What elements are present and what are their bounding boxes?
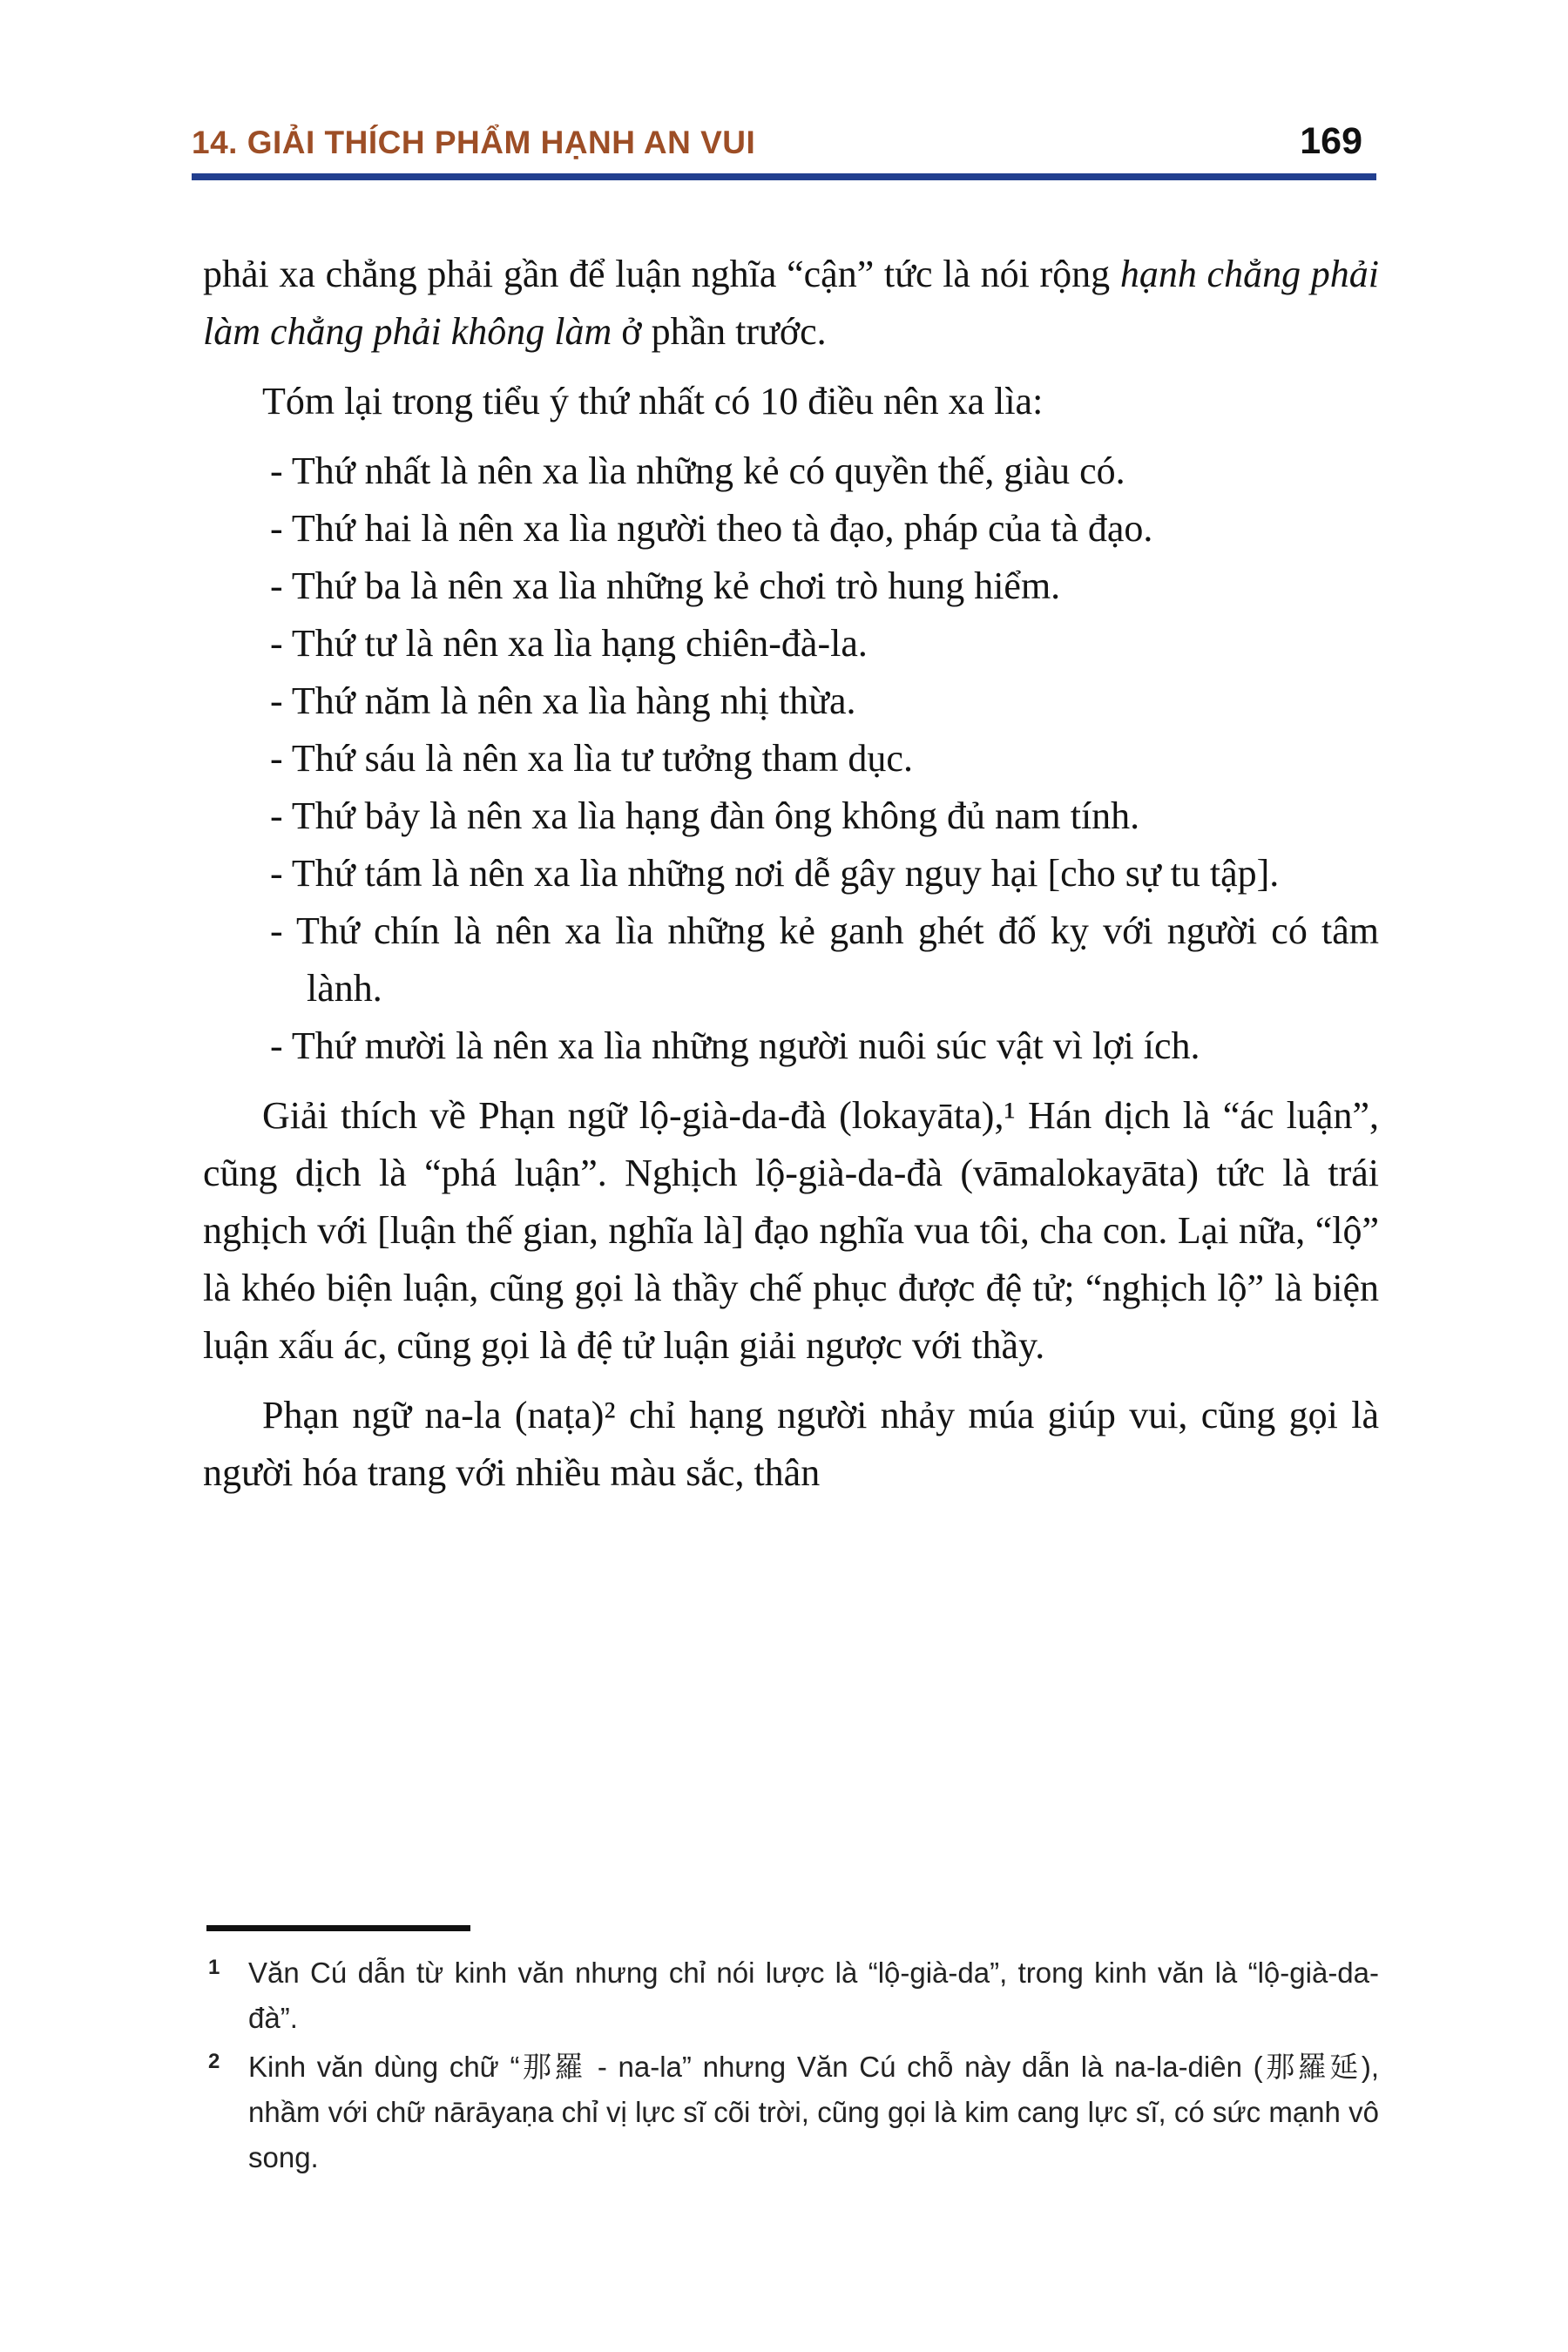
footnote-2 [203,2044,1379,2180]
list-item-text: Thứ mười là nên xa lìa những người nuôi súc vật vì lợi ích. [291,1024,1200,1067]
list-dash: - [270,564,283,607]
list-dash: - [270,737,283,780]
list-item-text: Thứ chín là nên xa lìa những kẻ ganh ghét đố kỵ với người có tâm lành. [296,909,1379,1010]
list-dash: - [270,1024,283,1067]
list-item [203,672,1379,730]
paragraph-intro-pre: phải xa chẳng phải gần để luận nghĩa “cận” tức là nói rộng [203,253,1120,295]
list-dash: - [270,794,283,837]
list-item-text: Thứ nhất là nên xa lìa những kẻ có quyền thế, giàu có. [291,449,1125,492]
footnote-block [203,1925,1379,2184]
list-item-text: Thứ năm là nên xa lìa hàng nhị thừa. [291,679,856,722]
list-dash: - [270,507,283,550]
paragraph-summary: Tóm lại trong tiểu ý thứ nhất có 10 điều nên xa lìa: [262,380,1044,422]
list-item [203,787,1379,845]
list-dash: - [270,909,283,952]
list-item-text: Thứ hai là nên xa lìa người theo tà đạo, pháp của tà đạo. [291,507,1153,550]
chapter-header-title: 14. GIẢI THÍCH PHẨM HẠNH AN VUI [192,125,756,160]
paragraph-intro [203,246,1379,361]
list-item [203,902,1379,1017]
paragraph-lokayata: Giải thích về Phạn ngữ lộ-già-da-đà (lokayāta),¹ Hán dịch là “ác luận”, cũng dịch là “phá luận”. Nghịch lộ-già-da-đà (vāmalokayāta) tức là trái nghịch với [luận thế gian, nghĩa là] đạo nghĩa vua tôi, cha con. Lại nữa, “lộ” là khéo biện luận, cũng gọi là thầy chế phục được đệ tử; “nghịch lộ” là biện luận xấu ác, cũng gọi là đệ tử luận giải ngược với thầy. [203,1094,1379,1367]
list-item-text: Thứ tám là nên xa lìa những nơi dễ gây nguy hại [cho sự tu tập]. [291,852,1280,895]
paragraph-intro-italic: hạnh chẳng phải làm chẳng phải không làm [203,253,1379,353]
list-item [203,558,1379,615]
body-text-column [203,246,1379,1909]
footnote-2-marker: 2 [208,2050,220,2073]
list-item [203,615,1379,672]
list-item-text: Thứ bảy là nên xa lìa hạng đàn ông không đủ nam tính. [291,794,1140,837]
running-head [192,120,1378,163]
list-dash: - [270,679,283,722]
footnote-1 [203,1950,1379,2041]
list-item [203,500,1379,558]
paragraph-nala: Phạn ngữ na-la (naṭa)² chỉ hạng người nhảy múa giúp vui, cũng gọi là người hóa trang với nhiều màu sắc, thân [203,1394,1379,1494]
footnote-1-marker: 1 [208,1956,220,1979]
list-dash: - [270,449,283,492]
list-item-text: Thứ sáu là nên xa lìa tư tưởng tham dục. [291,737,913,780]
page-number: 169 [1300,120,1362,162]
list-item [203,845,1379,902]
header-rule [192,173,1376,180]
paragraph-intro-post: ở phần trước. [612,310,827,353]
list-item [203,443,1379,500]
ten-things-list [203,443,1379,1075]
footnote-1-text: Văn Cú dẫn từ kinh văn nhưng chỉ nói lược là “lộ-già-da”, trong kinh văn là “lộ-già-da-đà”. [248,1957,1379,2034]
list-item [203,730,1379,787]
list-item-text: Thứ ba là nên xa lìa những kẻ chơi trò hung hiểm. [291,564,1061,607]
footnote-separator [206,1925,470,1931]
footnote-2-text: Kinh văn dùng chữ “那羅 - na-la” nhưng Văn Cú chỗ này dẫn là na-la-diên (那羅延), nhầm với chữ nārāyaṇa chỉ vị lực sĩ cõi trời, cũng gọi là kim cang lực sĩ, có sức mạnh vô song. [248,2051,1379,2173]
list-item-text: Thứ tư là nên xa lìa hạng chiên-đà-la. [291,622,868,665]
list-dash: - [270,852,283,895]
list-dash: - [270,622,283,665]
list-item [203,1017,1379,1075]
